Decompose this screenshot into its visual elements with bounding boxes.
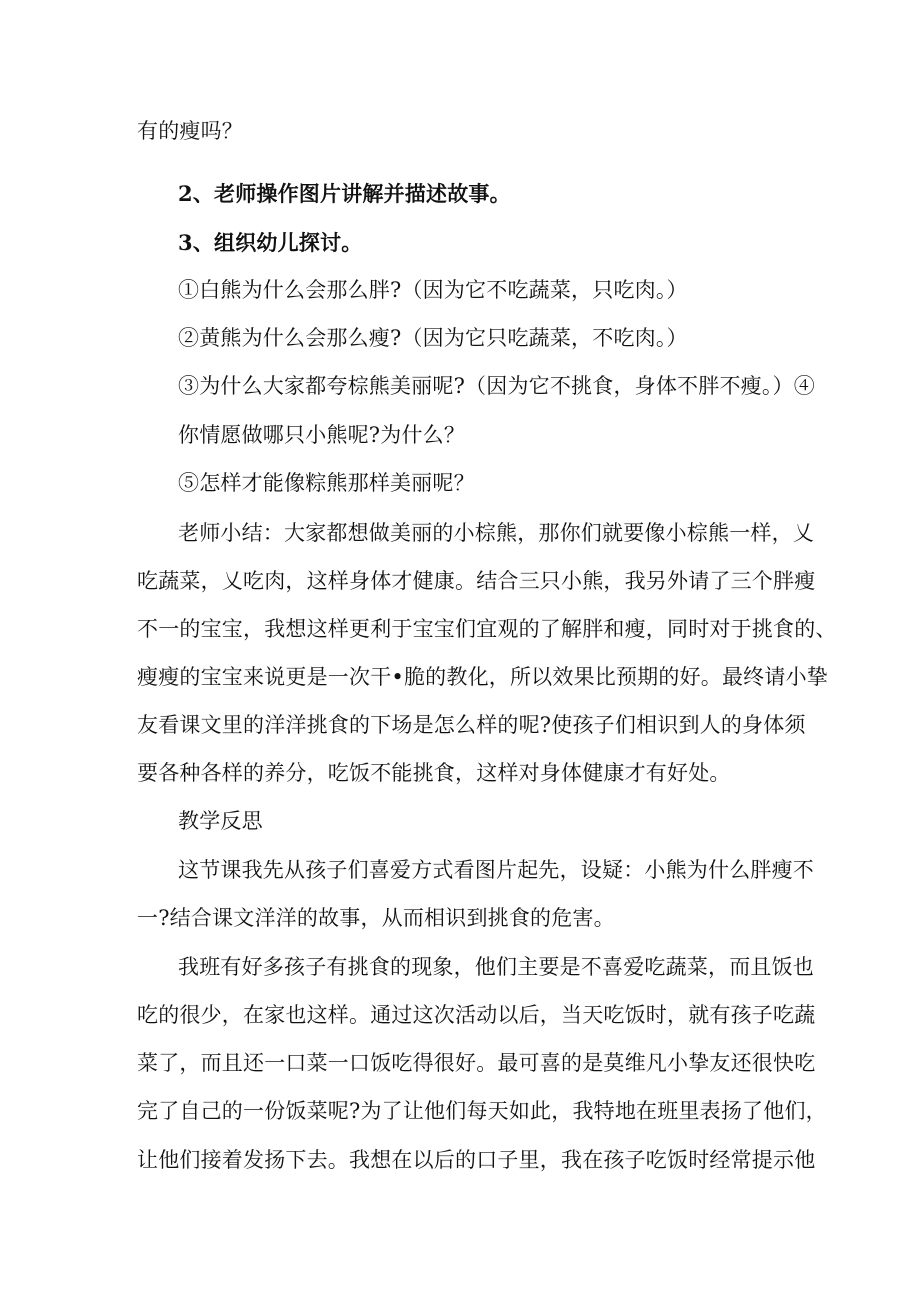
question-5: ⑤怎样才能像粽熊那样美丽呢？ xyxy=(178,471,475,495)
summary-line: 吃蔬菜，乂吃肉，这样身体才健康。结合三只小熊，我另外请了三个胖瘦 xyxy=(137,569,816,593)
summary-line: 瘦瘦的宝宝来说更是一次干•脆的教化，所以效果比预期的好。最终请小挚 xyxy=(137,665,828,689)
reflection-line: 一?结合课文洋洋的故事，从而相识到挑食的危害。 xyxy=(137,906,615,930)
summary-line: 老师小结：大家都想做美丽的小棕熊，那你们就要像小棕熊一样，乂 xyxy=(178,521,814,545)
summary-line: 要各种各样的养分，吃饭不能挑食，这样对身体健康才有好处。 xyxy=(137,761,731,785)
question-3: ③为什么大家都夸棕熊美丽呢?（因为它不挑食，身体不胖不瘦。）④ xyxy=(178,374,815,398)
section-heading: 教学反思 xyxy=(178,809,263,833)
reflection-line: 让他们接着发扬下去。我想在以后的口子里，我在孩子吃饭时经常提示他 xyxy=(137,1148,816,1172)
reflection-line: 这节课我先从孩子们喜爱方式看图片起先，设疑：小熊为什么胖瘦不 xyxy=(178,858,814,882)
reflection-line: 完了自己的一份饭菜呢?为了让他们每天如此，我特地在班里表扬了他们， xyxy=(137,1099,827,1123)
reflection-line: 菜了，而且还一口菜一口饭吃得很好。最可喜的是莫维凡小挚友还很快吃 xyxy=(137,1051,816,1075)
summary-line: 不一的宝宝，我想这样更利于宝宝们宜观的了解胖和瘦，同时对于挑食的、 xyxy=(137,617,837,641)
question-2: ②黄熊为什么会那么瘦?（因为它只吃蔬菜，不吃肉。） xyxy=(178,326,688,350)
list-item-2: 2、老师操作图片讲解并描述故事。 xyxy=(178,181,511,206)
question-4: 你情愿做哪只小熊呢?为什么？ xyxy=(178,423,466,447)
summary-line: 友看课文里的洋洋挑食的下场是怎么样的呢?使孩子们相识到人的身体须 xyxy=(137,713,806,737)
reflection-line: 我班有好多孩子有挑食的现象，他们主要是不喜爱吃蔬菜，而且饭也 xyxy=(178,955,814,979)
question-1: ①白熊为什么会那么胖?（因为它不吃蔬菜，只吃肉。） xyxy=(178,278,688,302)
text-line: 有的瘦吗？ xyxy=(137,119,243,143)
list-item-3: 3、组织幼儿探讨。 xyxy=(178,230,363,255)
reflection-line: 吃的很少，在家也这样。通过这次活动以后，当天吃饭时，就有孩子吃蔬 xyxy=(137,1003,816,1027)
